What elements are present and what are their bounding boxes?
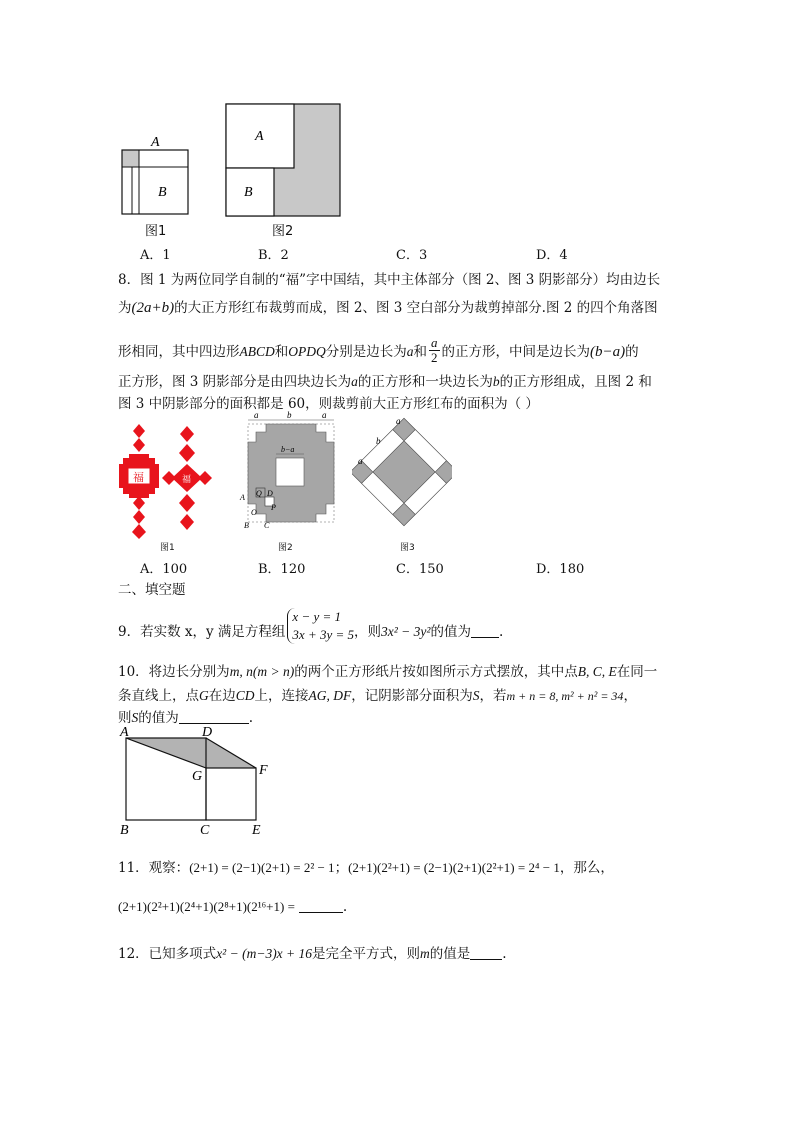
q10-square-n	[206, 768, 256, 820]
q7-figure-2	[222, 100, 344, 220]
q8-l3-post: 的	[625, 344, 639, 360]
q7-option-a[interactable]: A．1	[140, 248, 171, 263]
fu-character-right: 福	[182, 475, 192, 485]
q8-l3-and: 和	[274, 344, 289, 360]
q9-eq1: x − y = 1	[292, 609, 342, 624]
q9-expr: 3x² − 3y²	[381, 624, 431, 639]
q10-label-C: C	[200, 823, 210, 838]
fig1-label-A: A	[151, 135, 160, 150]
q8-l3-pre: 形相同，其中四边形	[118, 344, 240, 360]
q7-option-b[interactable]: B．2	[258, 248, 289, 263]
q7-option-c[interactable]: C．3	[396, 248, 428, 263]
q8-frac-num: a	[431, 335, 438, 350]
q9-mid: ，则	[354, 624, 382, 640]
q11-expr: (2+1)(2²+1)(2⁴+1)(2⁸+1)(2¹⁶+1) =	[118, 899, 295, 914]
q8-l3-opdq: OPDQ	[288, 344, 326, 359]
q12-question	[118, 942, 507, 962]
q12-expr: x² − (m−3)x + 16	[216, 946, 313, 961]
q11-text-line-2	[118, 898, 347, 915]
q8-fig3-caption: 图3	[400, 543, 415, 553]
q10-l2-mid: 在边	[208, 688, 236, 704]
q10-l1-mn: m, n(m > n)	[229, 664, 295, 679]
section-fill-in-heading: 二、填空题	[118, 582, 186, 598]
fig1-label-B: B	[158, 185, 167, 200]
q8-l3-and2: 和	[413, 344, 427, 360]
q12-m: m	[420, 946, 430, 961]
q10-l3-post: 的值为	[138, 710, 179, 726]
q8-figure-2	[236, 408, 340, 532]
q8-l3-expr: (b−a)	[590, 344, 626, 360]
q10-l2-g: G	[199, 688, 209, 703]
fu-character-left: 福	[133, 471, 144, 484]
q11-eq2: (2+1)(2²+1) = (2−1)(2+1)(2²+1) = 2⁴ − 1	[348, 860, 560, 875]
q10-label-A: A	[120, 725, 129, 740]
q8-fig2-caption: 图2	[278, 543, 293, 553]
q8-l4-b: b	[492, 374, 500, 389]
q8-l2-post: 的大正方形红布裁剪而成，图 2、图 3 空白部分为裁剪掉部分.图 2 的四个角落图	[174, 300, 658, 316]
q10-l3-pre: 则	[118, 710, 132, 726]
q8-figure-3	[352, 412, 452, 528]
q8-fig1-caption: 图1	[160, 543, 175, 553]
q10-l2-pre: 条直线上，点	[118, 688, 199, 704]
q10-l2-mid2: 上，连接	[254, 688, 309, 704]
q7-figure-1	[118, 132, 194, 220]
q8-text-line-5: 图 3 中阴影部分的面积都是 60，则裁剪前大正方形红布的面积为（ ）	[118, 396, 539, 412]
q8-text-line-2	[118, 296, 658, 317]
q8-option-a[interactable]: A．100	[140, 562, 188, 577]
q10-l2-mid4: ，若	[479, 688, 507, 704]
q8-l4-pre: 正方形，图 3 阴影部分是由四块边长为	[118, 374, 352, 390]
q8-l3-a: a	[406, 344, 414, 359]
fig2-dim-a-left: a	[254, 410, 259, 420]
q8-l4-post: 的正方形组成，且图 2 和	[499, 374, 652, 390]
q10-text-line-1	[118, 660, 657, 680]
q10-label-E: E	[252, 823, 261, 838]
q8-option-c[interactable]: C．150	[396, 562, 444, 577]
q10-label-F: F	[259, 763, 268, 778]
q11-answer-blank[interactable]	[299, 898, 343, 913]
fig2-dim-b: b	[287, 410, 292, 420]
q12-post: 的值是	[429, 946, 471, 962]
q7-fig2-caption: 图2	[272, 224, 294, 239]
q11-sep: ；	[334, 860, 349, 876]
q10-l1-mid: 的两个正方形纸片按如图所示方式摆放，其中点	[294, 664, 578, 680]
q10-l2-mid3: ，记阴影部分面积为	[351, 688, 473, 704]
q11-text-line-1	[118, 856, 614, 876]
q8-text-line-3	[118, 335, 639, 367]
q12-pre: 12．已知多项式	[118, 946, 217, 962]
fig2-point-O: O	[251, 508, 257, 517]
fig2-center-square	[276, 458, 304, 486]
q8-l2-expr: (2a+b)	[131, 300, 175, 316]
q10-l2-post: ，	[623, 688, 637, 704]
fig2-dim-b-minus-a: b−a	[281, 445, 295, 454]
q10-l2-cond: m + n = 8, m² + n² = 34	[506, 689, 624, 703]
q9-pre: 9．若实数 x，y 满足方程组	[118, 624, 286, 640]
q9-end: .	[498, 624, 504, 640]
q12-end: .	[502, 946, 507, 962]
q10-label-D: D	[202, 725, 213, 740]
q8-l2-pre: 为	[118, 300, 132, 316]
q8-frac-den: 2	[431, 350, 438, 365]
q10-l2-cd: CD	[235, 688, 255, 703]
fig2-point-P: P	[271, 503, 276, 512]
q10-l1-post: 在同一	[616, 664, 658, 680]
q8-text-line-1: 8．图 1 为两位同学自制的“福”字中国结，其中主体部分（图 2、图 3 阴影部分）均由边长	[118, 272, 661, 288]
fig2-dim-a-right: a	[322, 410, 327, 420]
q8-l3-mid: 分别是边长为	[325, 344, 407, 360]
q9-post: 的值为	[430, 624, 471, 640]
q8-figure-1-knot	[112, 422, 220, 540]
q12-mid: 是完全平方式，则	[312, 946, 421, 962]
fig3-dim-a-top: a	[396, 416, 401, 426]
fig2-point-B: B	[244, 521, 249, 530]
fig1-shaded-corner	[122, 150, 139, 167]
fig2-point-D: D	[267, 489, 273, 498]
fig2-point-C: C	[264, 521, 270, 530]
q11-end: .	[342, 899, 348, 915]
q9-question	[118, 608, 503, 648]
q10-l1-pre: 10．将边长分别为	[118, 664, 230, 680]
q10-l1-bce: B, C, E	[577, 664, 617, 679]
q8-l4-a: a	[351, 374, 358, 389]
q8-option-b[interactable]: B．120	[258, 562, 306, 577]
q9-eq2: 3x + 3y = 5	[292, 627, 355, 642]
q10-l3-end: .	[248, 710, 254, 726]
q8-l4-mid: 的正方形和一块边长为	[357, 374, 493, 390]
q7-option-d[interactable]: D．4	[536, 248, 568, 263]
q10-text-line-3	[118, 706, 253, 726]
q11-l1-post: ，那么，	[559, 860, 614, 876]
fig2-label-A: A	[255, 129, 264, 144]
q8-l3-mid2: 的正方形，中间是边长为	[441, 344, 590, 360]
fig3-dim-a-left: a	[358, 456, 363, 466]
q11-l1-pre: 11．观察：	[118, 860, 190, 876]
q10-text-line-2	[118, 684, 637, 704]
fig2-label-B: B	[244, 185, 253, 200]
q8-text-line-4	[118, 370, 652, 390]
q12-answer-blank[interactable]	[470, 945, 502, 960]
q10-label-G: G	[192, 769, 203, 784]
q8-l3-abcd: ABCD	[239, 344, 275, 359]
q8-l3-fraction	[429, 336, 440, 365]
fig2-point-A: A	[240, 493, 245, 502]
q10-label-B: B	[120, 823, 129, 838]
fig3-dim-b: b	[376, 436, 381, 446]
fig2-point-Q: Q	[256, 489, 262, 498]
q10-answer-blank[interactable]	[179, 709, 249, 724]
q10-l2-s: S	[472, 688, 480, 703]
q10-l2-agdf: AG, DF	[308, 688, 352, 703]
q10-figure	[116, 724, 276, 838]
q9-system	[287, 608, 354, 644]
q11-eq1: (2+1) = (2−1)(2+1) = 2² − 1	[189, 860, 335, 875]
q9-answer-blank[interactable]	[471, 623, 499, 638]
q10-l3-s: S	[131, 710, 139, 725]
q7-fig1-caption: 图1	[145, 224, 167, 239]
q8-option-d[interactable]: D．180	[536, 562, 585, 577]
